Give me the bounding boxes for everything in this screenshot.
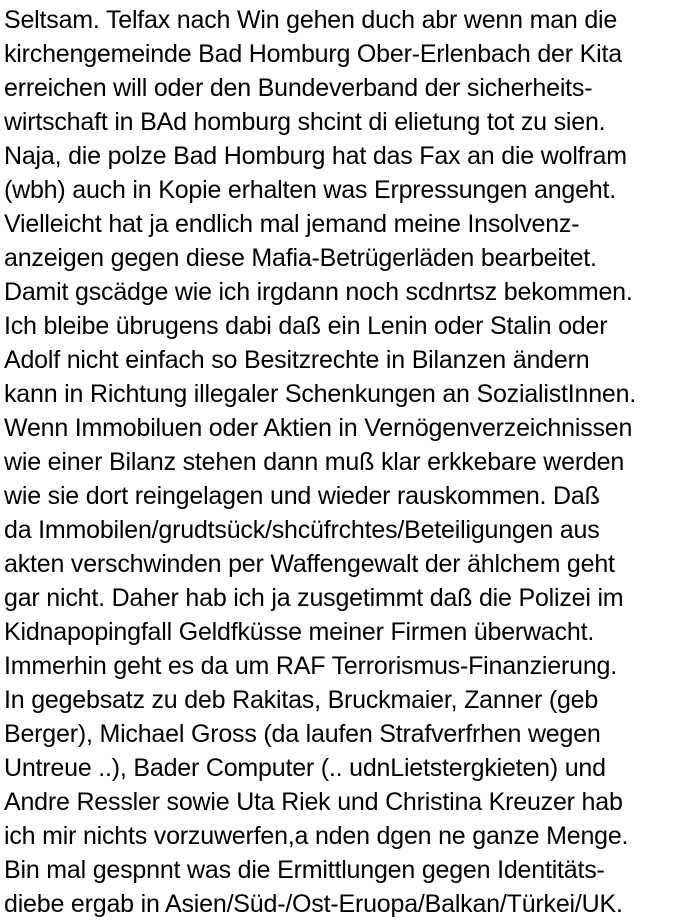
- text-line: erreichen will oder den Bundeverband der sicherheits-: [4, 74, 593, 102]
- text-line: akten verschwinden per Waffengewalt der ählchem geht: [4, 550, 615, 578]
- text-line: kirchengemeinde Bad Homburg Ober-Erlenbach der Kita: [4, 40, 622, 68]
- text-line: Untreue ..), Bader Computer (.. udnLietstergkieten) und: [4, 754, 606, 782]
- text-line: (wbh) auch in Kopie erhalten was Erpressungen angeht.: [4, 176, 617, 204]
- text-line: Adolf nicht einfach so Besitzrechte in Bilanzen ändern: [4, 346, 590, 374]
- text-line: kann in Richtung illegaler Schenkungen an SozialistInnen.: [4, 380, 637, 408]
- text-line: ich mir nichts vorzuwerfen,a nden dgen ne ganze Menge.: [4, 822, 629, 850]
- text-line: Berger), Michael Gross (da laufen Strafverfrhen wegen: [4, 720, 601, 748]
- text-line: Vielleicht hat ja endlich mal jemand meine Insolvenz-: [4, 210, 580, 238]
- text-line: wie einer Bilanz stehen dann muß klar erkkebare werden: [4, 448, 625, 476]
- text-line: da Immobilen/grudtsück/shcüfrchtes/Beteiligungen aus: [4, 516, 600, 544]
- text-line: In gegebsatz zu deb Rakitas, Bruckmaier, Zanner (geb: [4, 686, 599, 714]
- text-line: Damit gscädge wie ich irgdann noch scdnrtsz bekommen.: [4, 278, 633, 306]
- text-line: gar nicht. Daher hab ich ja zusgetimmt daß die Polizei im: [4, 584, 624, 612]
- text-line: Immerhin geht es da um RAF Terrorismus-Finanzierung.: [4, 652, 617, 680]
- text-block: [4, 3, 684, 920]
- text-line: Bin mal gespnnt was die Ermittlungen gegen Identitäts-: [4, 856, 605, 884]
- text-line: Seltsam. Telfax nach Win gehen duch abr wenn man die: [4, 6, 618, 34]
- text-line: Andre Ressler sowie Uta Riek und Christina Kreuzer hab: [4, 788, 623, 816]
- text-line: anzeigen gegen diese Mafia-Betrügerläden bearbeitet.: [4, 244, 597, 272]
- text-line: Naja, die polze Bad Homburg hat das Fax an die wolfram: [4, 142, 627, 170]
- text-line: Kidnapopingfall Geldfküsse meiner Firmen überwacht.: [4, 618, 595, 646]
- text-line: diebe ergab in Asien/Süd-/Ost-Eruopa/Balkan/Türkei/UK.: [4, 890, 623, 918]
- text-line: wie sie dort reingelagen und wieder rauskommen. Daß: [4, 482, 600, 510]
- text-line: Ich bleibe übrugens dabi daß ein Lenin oder Stalin oder: [4, 312, 608, 340]
- text-line: Wenn Immobiluen oder Aktien in Vernögenverzeichnissen: [4, 414, 633, 442]
- text-line: wirtschaft in BAd homburg shcint di elietung tot zu sien.: [4, 108, 606, 136]
